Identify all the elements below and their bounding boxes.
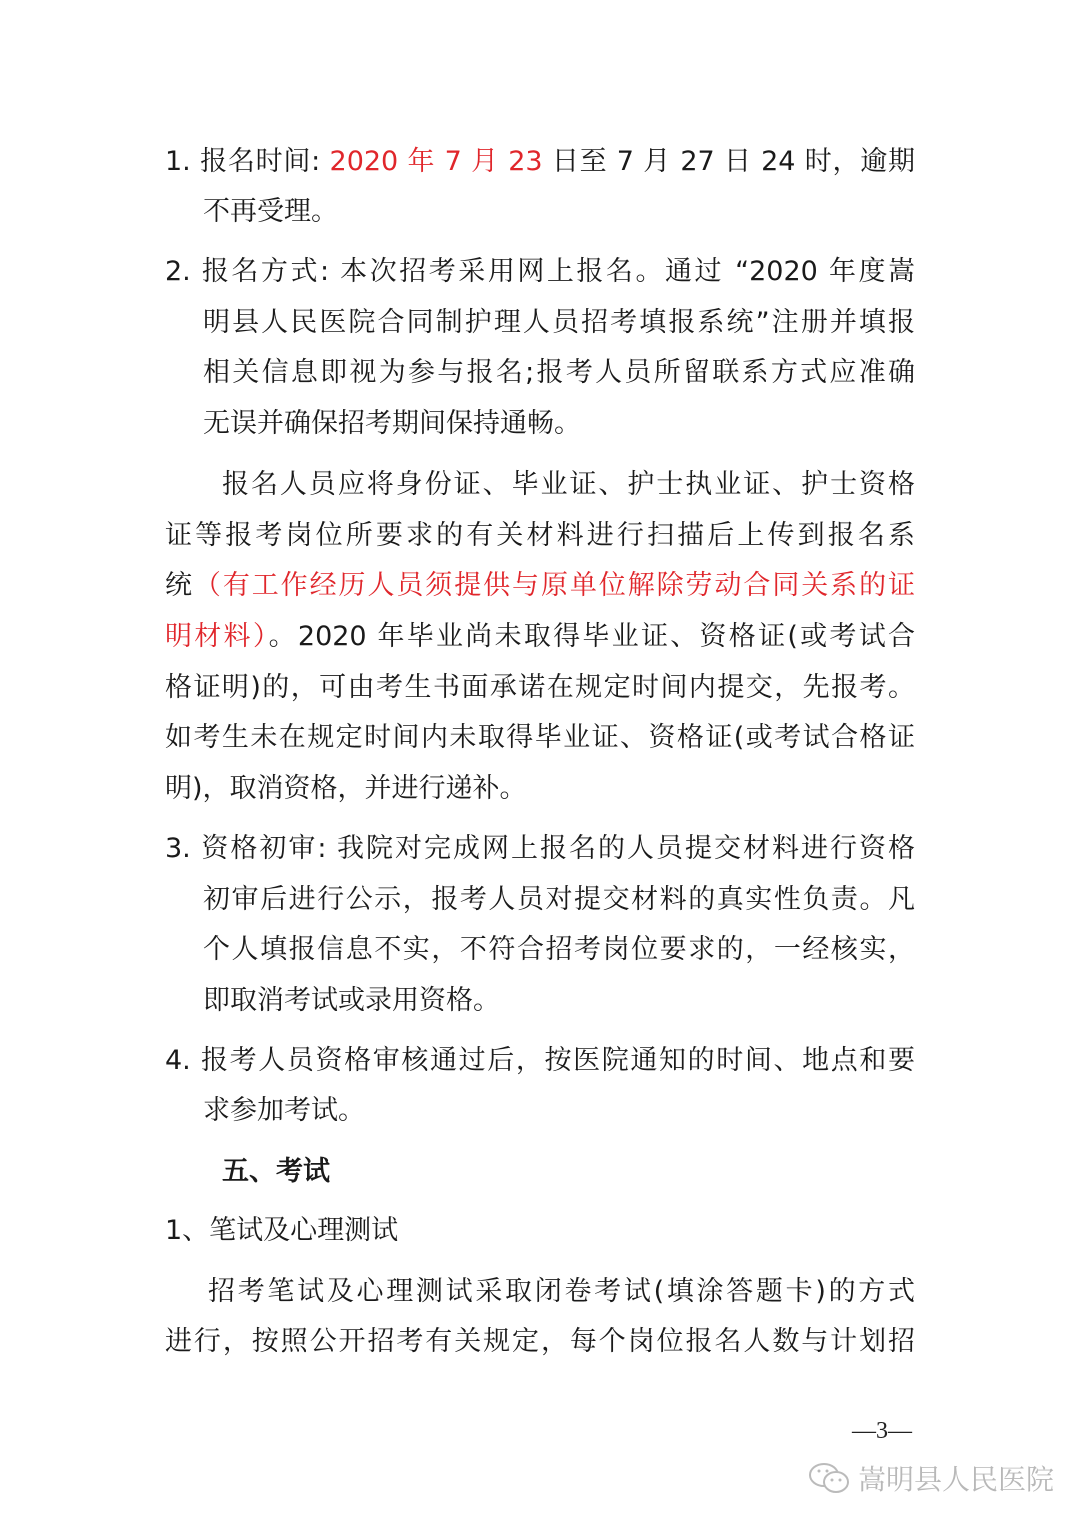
text-segment: 明)，取消资格，并进行递补。 — [165, 773, 527, 804]
text-line — [165, 829, 915, 869]
text-segment: 1、笔试及心理测试 — [165, 1215, 399, 1246]
watermark-text: 嵩明县人民医院 — [858, 1463, 1055, 1496]
text-line — [165, 566, 915, 606]
highlighted-text: （有工作经历人员须提供与原单位解除劳动合同关系的证 — [193, 570, 916, 601]
text-segment: 3. 资格初审: 我院对完成网上报名的人员提交材料进行资格 — [165, 833, 915, 864]
text-line — [165, 769, 915, 809]
highlighted-text: 明材料） — [165, 621, 269, 652]
text-line — [165, 1041, 915, 1081]
text-segment: 相关信息即视为参与报名;报考人员所留联系方式应准确 — [203, 357, 915, 388]
text-segment: 无误并确保招考期间保持通畅。 — [203, 408, 581, 439]
text-segment: 证等报考岗位所要求的有关材料进行扫描后上传到报名系 — [165, 520, 915, 551]
text-segment: 1. 报名时间: — [165, 146, 330, 177]
wechat-icon — [808, 1461, 852, 1495]
text-segment: 招考笔试及心理测试采取闭卷考试(填涂答题卡)的方式 — [208, 1276, 915, 1307]
text-segment: 日至 7 月 27 日 24 时，逾期 — [542, 146, 916, 177]
text-segment: 2. 报名方式: 本次招考采用网上报名。通过 “2020 年度嵩 — [165, 256, 915, 287]
watermark — [808, 1458, 1054, 1498]
text-segment: 。2020 年毕业尚未取得毕业证、资格证(或考试合 — [268, 621, 915, 652]
text-segment: 进行，按照公开招考有关规定，每个岗位报名人数与计划招 — [165, 1326, 915, 1357]
text-segment: 明县人民医院合同制护理人员招考填报系统”注册并填报 — [203, 307, 915, 338]
section-heading: 五、考试 — [222, 1156, 330, 1187]
text-line — [203, 1091, 915, 1131]
text-segment: 4. 报考人员资格审核通过后，按医院通知的时间、地点和要 — [165, 1045, 915, 1076]
highlighted-text: 2020 年 7 月 23 — [329, 146, 543, 177]
text-segment: 个人填报信息不实，不符合招考岗位要求的，一经核实， — [203, 934, 915, 965]
page-number: —3— — [852, 1418, 912, 1444]
text-segment: 初审后进行公示，报考人员对提交材料的真实性负责。凡 — [203, 884, 915, 915]
text-line — [165, 668, 915, 708]
text-line — [203, 404, 915, 444]
text-line — [203, 192, 915, 232]
text-line — [203, 981, 915, 1021]
text-segment: 如考生未在规定时间内未取得毕业证、资格证(或考试合格证 — [165, 722, 915, 753]
text-line — [165, 1211, 915, 1251]
text-line — [203, 303, 915, 343]
text-line — [208, 1272, 915, 1312]
text-segment: 格证明)的，可由考生书面承诺在规定时间内提交，先报考。 — [165, 672, 915, 703]
text-line — [203, 880, 915, 920]
text-line — [203, 930, 915, 970]
text-line — [165, 1322, 915, 1362]
text-segment: 统 — [165, 570, 194, 601]
text-line — [222, 465, 915, 505]
text-segment: 即取消考试或录用资格。 — [203, 985, 500, 1016]
text-line — [165, 617, 915, 657]
text-line — [165, 718, 915, 758]
text-line — [165, 516, 915, 556]
text-segment: 求参加考试。 — [203, 1095, 365, 1126]
text-segment: 不再受理。 — [203, 196, 338, 227]
text-line — [165, 252, 915, 292]
text-segment: 报名人员应将身份证、毕业证、护士执业证、护士资格 — [222, 469, 915, 500]
text-line — [222, 1152, 915, 1192]
text-line — [165, 142, 915, 182]
text-line — [203, 353, 915, 393]
